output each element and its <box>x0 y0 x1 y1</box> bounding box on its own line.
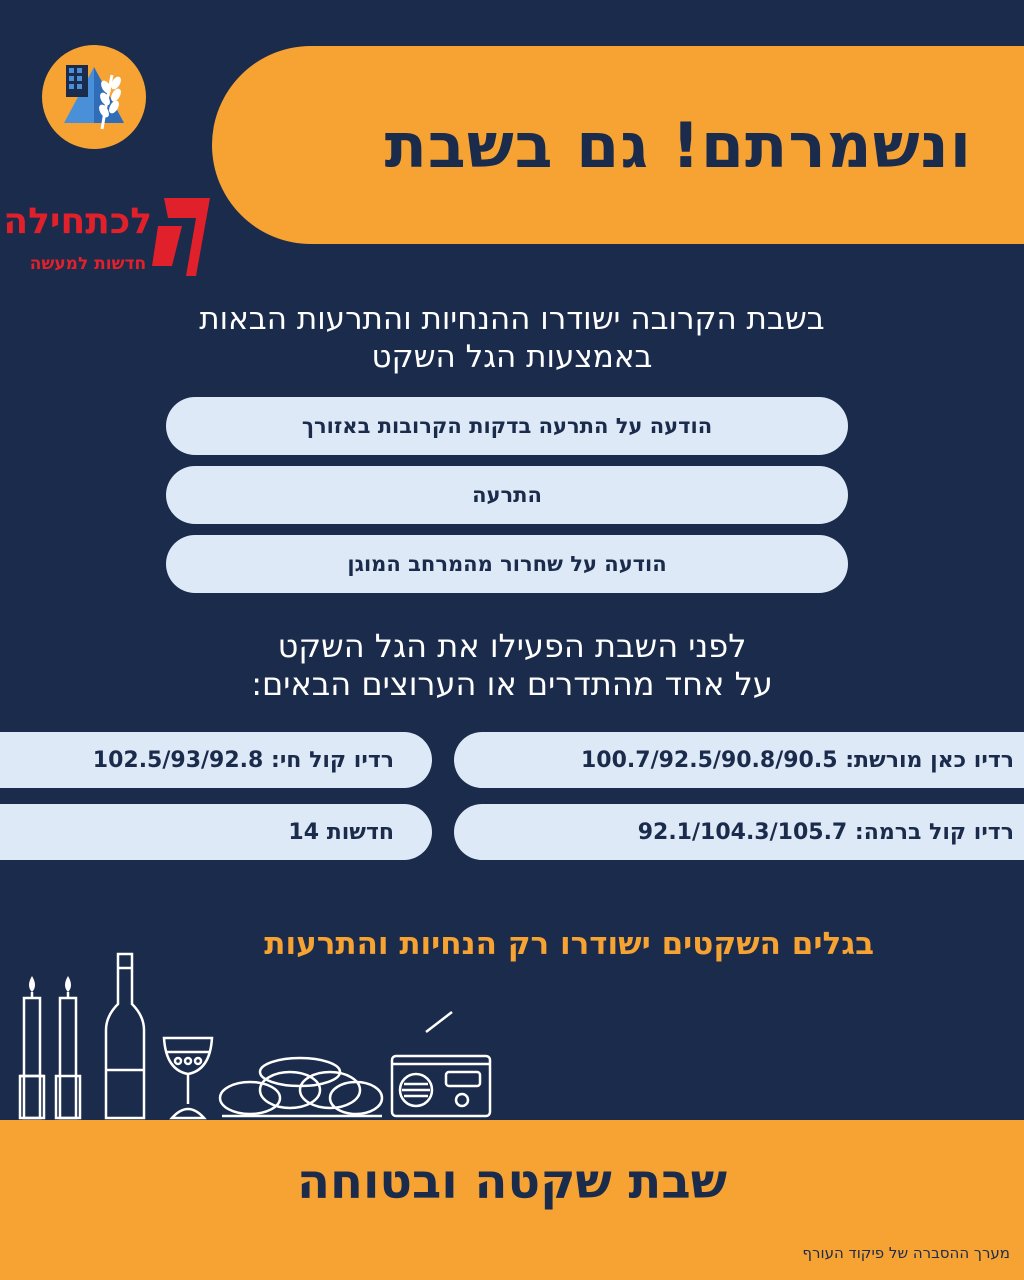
footer-slogan: שבת שקטה ובטוחה <box>297 1154 727 1210</box>
station-kol-chai <box>0 732 432 788</box>
station-channel: 14 <box>288 819 320 845</box>
station-label: רדיו כאן מורשת: <box>845 747 1014 773</box>
station-channel-14 <box>0 804 432 860</box>
intro-line-2: באמצעות הגל השקט <box>371 339 653 375</box>
activation-line-1: לפני השבת הפעילו את הגל השקט <box>277 627 747 665</box>
shabbat-illustration <box>0 940 520 1120</box>
candle-icon <box>56 976 80 1118</box>
station-label: רדיו קול חי: <box>271 747 394 773</box>
candle-icon <box>20 976 44 1118</box>
challah-icon <box>220 1058 382 1116</box>
footer-credit: מערך ההסברה של פיקוד העורף <box>802 1244 1010 1262</box>
station-kan-moreshet <box>454 732 1024 788</box>
alert-item: הודעה על שחרור מהמרחב המוגן <box>166 535 848 593</box>
title-banner <box>212 46 1024 244</box>
building-shield-icon <box>42 45 146 149</box>
activation-text <box>60 627 964 703</box>
activation-line-2: על אחד מהתדרים או הערוצים הבאים: <box>251 665 773 703</box>
footer-banner <box>0 1120 1024 1280</box>
station-frequencies: 100.7/92.5/90.8/90.5 <box>581 747 838 773</box>
brand-tagline: חדשות למעשה <box>29 254 147 274</box>
station-frequencies: 92.1/104.3/105.7 <box>637 819 848 845</box>
station-label: רדיו קול ברמה: <box>854 819 1014 845</box>
alert-item: התרעה <box>166 466 848 524</box>
station-kol-barama <box>454 804 1024 860</box>
home-front-command-logo <box>42 45 146 149</box>
brand-logo <box>3 196 214 288</box>
radio-icon <box>392 1012 490 1116</box>
kiddush-cup-icon <box>164 1038 212 1118</box>
alert-item: הודעה על התרעה בדקות הקרובות באזורך <box>166 397 848 455</box>
page-title: ונשמרתם! גם בשבת <box>384 108 972 182</box>
intro-line-1: בשבת הקרובה ישודרו ההנחיות והתרעות הבאות <box>199 301 825 337</box>
station-frequencies: 102.5/93/92.8 <box>92 747 264 773</box>
brand-name: לכתחילה <box>3 201 152 242</box>
brand-mark-icon <box>152 196 212 288</box>
station-label: חדשות <box>326 819 394 845</box>
silent-wave-notice: בגלים השקטים ישודרו רק הנחיות והתרעות <box>264 926 874 962</box>
intro-text <box>60 300 964 376</box>
wine-bottle-icon <box>106 954 144 1118</box>
